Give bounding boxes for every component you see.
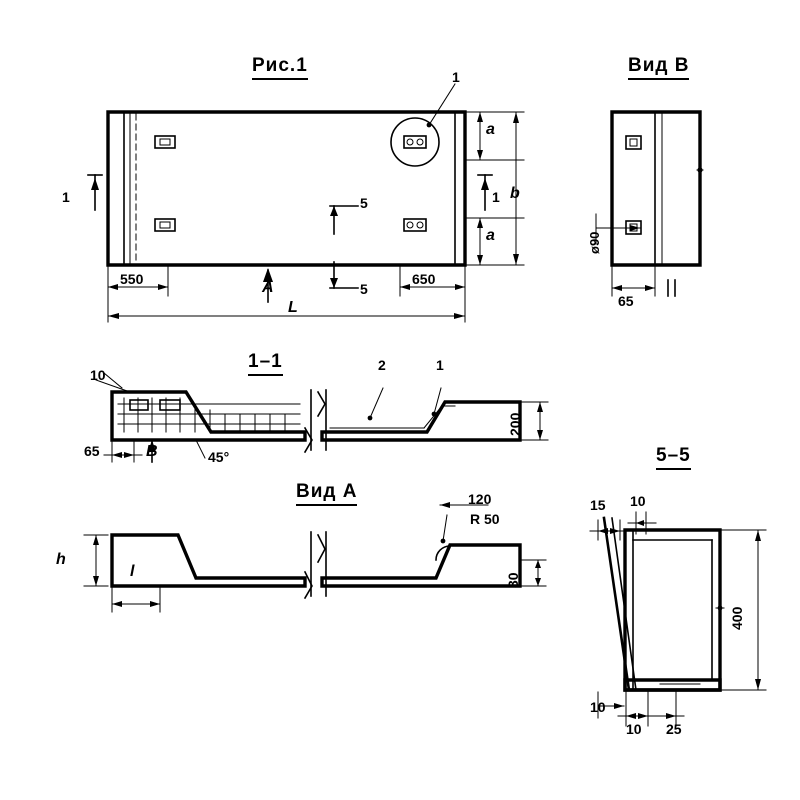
vida-dim-h-label: h xyxy=(56,551,66,568)
fig1-section-label-5-bottom: 5 xyxy=(360,281,368,297)
sec11-leader-2 xyxy=(370,388,383,418)
sec11-angle-label: 45° xyxy=(208,449,230,465)
fig1-dim-b-label: b xyxy=(510,185,520,202)
fig1-dim-650-label: 650 xyxy=(412,271,436,287)
sec11-angle-leader xyxy=(196,440,205,458)
sec55-dim-25-label: 25 xyxy=(666,721,682,737)
sec55-title: 5–5 xyxy=(656,446,691,465)
vida-left-body xyxy=(112,535,305,586)
sec11-callout-2: 2 xyxy=(378,357,386,373)
vida-r50-leader xyxy=(443,515,447,541)
vidv-title: Вид В xyxy=(628,56,689,75)
vidv-plate-top xyxy=(626,136,641,149)
fig1-section-label-5-top: 5 xyxy=(360,195,368,211)
fig1-section-label-right: 1 xyxy=(492,189,500,205)
sec11-callout-1: 1 xyxy=(436,357,444,373)
sec55-outline xyxy=(625,530,720,690)
vida-dim-r50-label: R 50 xyxy=(470,511,500,527)
sec55-dim-400-label: 400 xyxy=(729,606,745,630)
sec55-dim-10-top-label: 10 xyxy=(630,493,646,509)
vida-dim-120-label: 120 xyxy=(468,491,492,507)
sec11-right-body xyxy=(322,402,523,440)
vidv-outline xyxy=(612,112,700,265)
vida-title: Вид А xyxy=(296,482,357,501)
fig1-view-a-label: А xyxy=(262,279,274,296)
sec11-dim-65-label: 65 xyxy=(84,443,100,459)
fig1-dim-L-label: L xyxy=(288,299,298,316)
fig1-dim-550-label: 550 xyxy=(120,271,144,287)
vida-dim-30-label: 30 xyxy=(505,572,521,588)
fig1-dim-a-bottom-label: a xyxy=(486,227,495,244)
vidv-dim-90-label: ø90 xyxy=(587,231,602,254)
fig1-callout-1: 1 xyxy=(452,69,460,85)
fig1-embed-plate-2 xyxy=(155,219,175,231)
sec55-dim-15-label: 15 xyxy=(590,497,606,513)
vida-right-body xyxy=(322,545,520,586)
sec11-dim-10-label: 10 xyxy=(90,367,106,383)
vidv-dim-65-label: 65 xyxy=(618,293,634,309)
sec11-title: 1–1 xyxy=(248,352,283,371)
fig1-detail-circle xyxy=(391,118,439,166)
fig1-dim-a-top-label: a xyxy=(486,121,495,138)
fig1-slab-outline xyxy=(108,112,465,265)
sec11-mark-b-label: В xyxy=(146,443,158,460)
sec55-dim-10-bottom-label: 10 xyxy=(626,721,642,737)
fig1-embed-plate-1 xyxy=(155,136,175,148)
fig1-section-label-left: 1 xyxy=(62,189,70,205)
sec11-dim-200-label: 200 xyxy=(507,412,523,436)
vida-dim-l-label: l xyxy=(130,563,135,580)
fig1-callout-leader xyxy=(429,84,455,125)
fig1-title: Рис.1 xyxy=(252,56,308,75)
sec55-dim-10-left-label: 10 xyxy=(590,699,606,715)
